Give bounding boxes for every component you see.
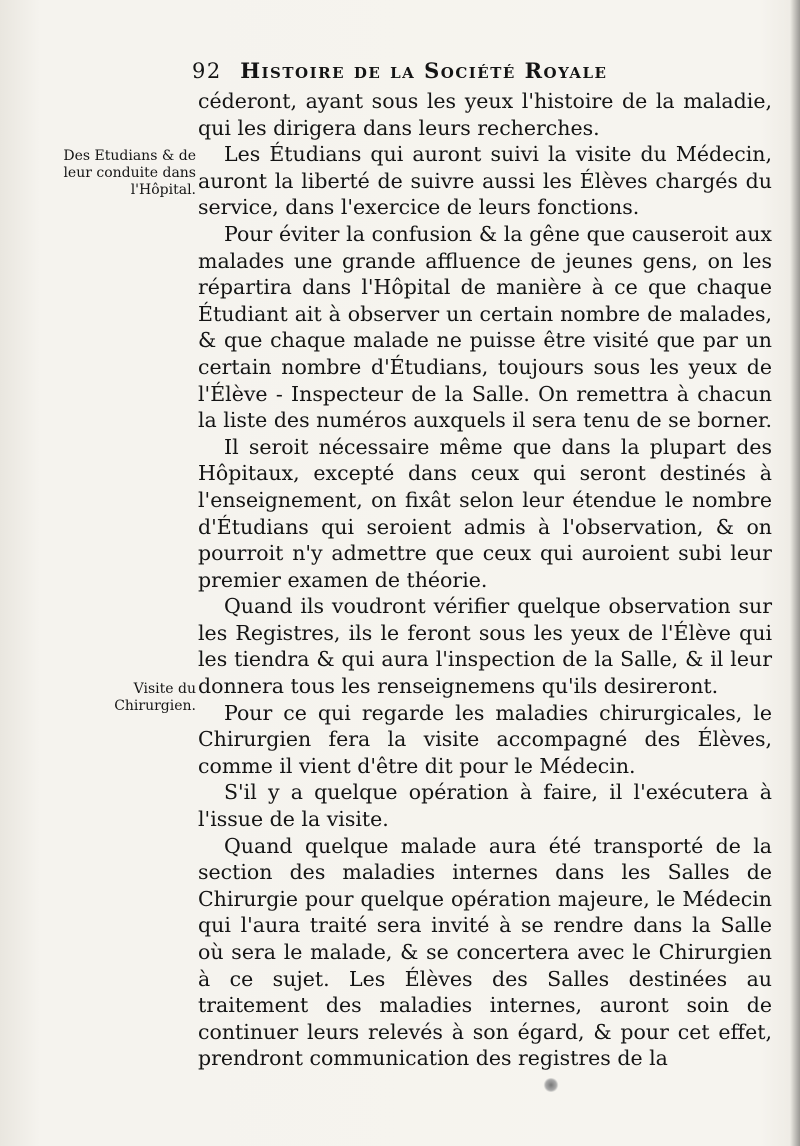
paragraph: Il seroit nécessaire même que dans la plupart des Hôpitaux, excepté dans ceux qui seront destinés à l'enseignement, on fixât selon leur étendue le nombre d'Étudians qui seroient admis à l'observation, & on pourroit n'y admettre que ceux qui auroient subi leur premier examen de théorie.	[198, 434, 772, 592]
paragraph: Les Étudians qui auront suivi la visite du Médecin, auront la liberté de suivre aussi les Élèves chargés du service, dans l'exercice de leurs fonctions.	[198, 142, 772, 220]
ink-smudge	[543, 1078, 559, 1092]
paragraph: Quand quelque malade aura été transporté de la section des maladies internes dans les Salles de Chirurgie pour quelque opération majeure, le Médecin qui l'aura traité sera invité à se rendre dans la Salle où sera le malade, & se concertera avec le Chirurgien à ce sujet. Les Élèves des Salles destinées au traitement des maladies internes, auront soin de continuer leurs relevés à son égard, & pour cet effet, prendront communication des registres de la	[198, 833, 772, 1071]
paragraph: S'il y a quelque opération à faire, il l'exécutera à l'issue de la visite.	[198, 780, 772, 832]
page-edge-shadow	[790, 0, 800, 1146]
bleed-through-note	[50, 310, 185, 327]
paragraph-continuation: céderont, ayant sous les yeux l'histoire de la maladie, qui les dirigera dans leurs recherches.	[198, 89, 772, 140]
margin-note-chirurgien: Visite du Chirurgien.	[114, 681, 196, 714]
paragraph: Pour ce qui regarde les maladies chirurgicales, le Chirurgien fera la visite accompagné des Élèves, comme il vient d'être dit pour le Médecin.	[198, 700, 772, 778]
page-header	[192, 58, 712, 92]
body-text	[198, 88, 772, 1072]
paragraph: Quand ils voudront vérifier quelque observation sur les Registres, ils le feront sous les yeux de l'Élève qui les tiendra & qui aura l'inspection de la Salle, & il leur donnera tous les renseignemens qu'ils desireront.	[198, 594, 772, 699]
paragraph: Pour éviter la confusion & la gêne que causeroit aux malades une grande affluence de jeunes gens, on les répartira dans l'Hôpital de manière à ce que chaque Étudiant ait à observer un certain nombre de malades, & que chaque malade ne puisse être visité que par un certain nombre d'Étudians, toujours sous les yeux de l'Élève - Inspecteur de la Salle. On remettra à chacun la liste des numéros auxquels il sera tenu de se borner.	[198, 221, 773, 433]
bleed-through-note	[50, 568, 185, 585]
page-number: 92	[192, 59, 222, 83]
running-title: Histoire de la Société Royale	[240, 58, 608, 83]
margin-note-etudians: Des Etudians & de leur conduite dans l'Hôpital.	[63, 148, 196, 198]
